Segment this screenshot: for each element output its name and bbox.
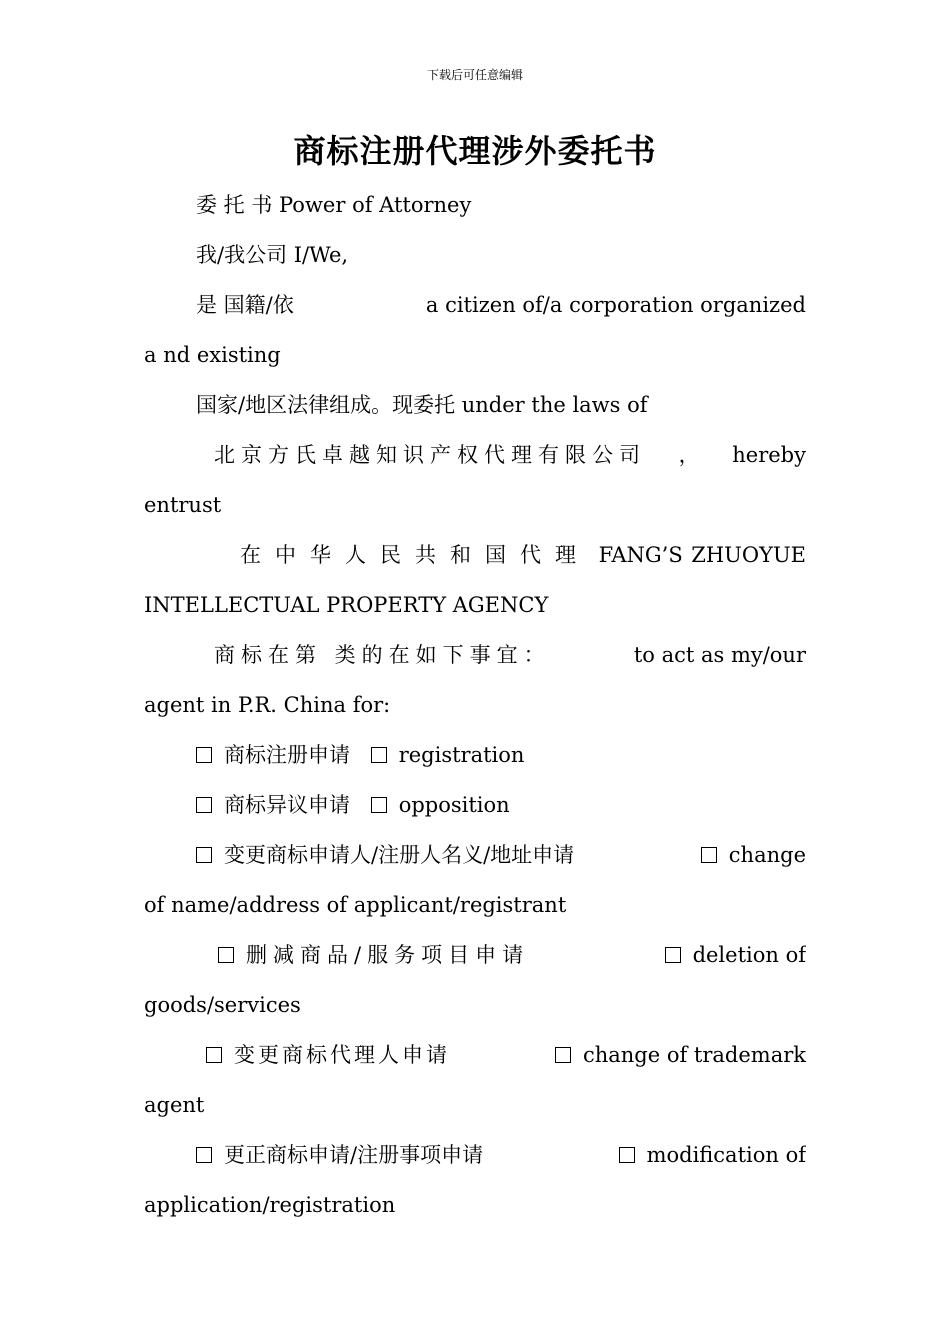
checkbox-icon[interactable] xyxy=(701,847,717,863)
checkbox-icon[interactable] xyxy=(218,947,234,963)
item-deletion xyxy=(144,930,806,980)
nationality-cn: 是 国籍/依 xyxy=(196,293,294,317)
item-change-agent xyxy=(144,1030,806,1080)
agent-china-line: agent in P.R. China for: xyxy=(144,693,391,717)
nationality-en: a citizen of/a corporation organized xyxy=(425,293,806,317)
item-deletion-en: deletion of xyxy=(692,943,806,967)
item-modification-cont: application/registration xyxy=(144,1193,396,1217)
item-change-name xyxy=(144,830,806,880)
item-registration xyxy=(144,730,806,780)
class-line xyxy=(144,630,806,680)
checkbox-icon[interactable] xyxy=(665,947,681,963)
agency-line xyxy=(144,530,806,580)
power-of-attorney-heading: 委 托 书 Power of Attorney xyxy=(196,193,472,217)
document-title: 商标注册代理涉外委托书 xyxy=(293,132,657,170)
agent-name-cn: 北京方氏卓越知识产权代理有限公司 xyxy=(214,443,646,467)
checkbox-icon[interactable] xyxy=(371,747,387,763)
header-note: 下载后可任意编辑 xyxy=(426,68,523,82)
document-body xyxy=(144,180,806,1230)
item-opposition-cn: 商标异议申请 xyxy=(224,793,350,817)
checkbox-icon[interactable] xyxy=(371,797,387,813)
agent-name-line xyxy=(144,430,806,480)
item-modification xyxy=(144,1130,806,1180)
checkbox-icon[interactable] xyxy=(196,747,212,763)
item-deletion-cont: goods/services xyxy=(144,993,301,1017)
item-change-agent-en: change of trademark xyxy=(582,1043,806,1067)
agency-cn: 在中华人民共和国代理 xyxy=(240,543,590,567)
item-opposition xyxy=(144,780,806,830)
checkbox-icon[interactable] xyxy=(196,1147,212,1163)
laws-line: 国家/地区法律组成。现委托 under the laws of xyxy=(196,393,648,417)
item-change-name-en: change xyxy=(728,843,806,867)
checkbox-icon[interactable] xyxy=(196,847,212,863)
entrust-line: entrust xyxy=(144,493,222,517)
item-change-agent-cont: agent xyxy=(144,1093,205,1117)
item-modification-en: modification of xyxy=(646,1143,806,1167)
agency-en-2: ZHUOYUE xyxy=(691,543,806,567)
item-registration-cn: 商标注册申请 xyxy=(224,743,350,767)
checkbox-icon[interactable] xyxy=(206,1047,222,1063)
existing-line: a nd existing xyxy=(144,343,281,367)
checkbox-icon[interactable] xyxy=(555,1047,571,1063)
nationality-line xyxy=(144,280,806,330)
class-cn: 商标在第 类的在如下事宜： xyxy=(214,643,551,667)
agent-name-en: hereby xyxy=(732,443,806,467)
agent-name-comma: ， xyxy=(678,443,700,467)
agency-name-line: INTELLECTUAL PROPERTY AGENCY xyxy=(144,593,549,617)
item-opposition-en: opposition xyxy=(398,793,510,817)
item-modification-cn: 更正商标申请/注册事项申请 xyxy=(224,1143,484,1167)
item-change-agent-cn: 变更商标代理人申请 xyxy=(234,1043,450,1067)
checkbox-icon[interactable] xyxy=(619,1147,635,1163)
item-change-name-cont: of name/address of applicant/registrant xyxy=(144,893,567,917)
checkbox-icon[interactable] xyxy=(196,797,212,813)
item-change-name-cn: 变更商标申请人/注册人名义/地址申请 xyxy=(224,843,575,867)
class-en: to act as my/our xyxy=(633,643,806,667)
item-deletion-cn: 删减商品/服务项目申请 xyxy=(246,943,530,967)
item-registration-en: registration xyxy=(398,743,525,767)
agency-en-1: FANG’S xyxy=(598,543,683,567)
principal-line: 我/我公司 I/We, xyxy=(196,243,349,267)
